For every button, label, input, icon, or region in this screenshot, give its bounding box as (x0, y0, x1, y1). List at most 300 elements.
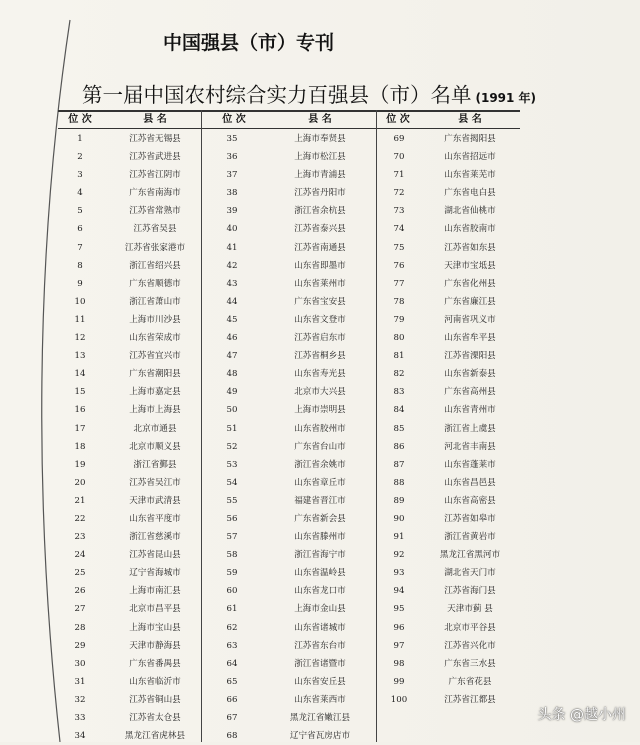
rank-number: 66 (226, 694, 238, 705)
county-name: 江苏省如东县 (444, 242, 496, 253)
county-name: 广东省电白县 (444, 188, 496, 199)
table-row (377, 673, 520, 691)
header-rank-1: 位 次 (68, 114, 92, 125)
header-name-3: 县 名 (458, 114, 482, 125)
rank-number: 14 (74, 369, 86, 380)
rank-number: 36 (226, 152, 238, 163)
rank-number: 35 (226, 134, 238, 144)
county-name: 广东省三水县 (444, 658, 496, 669)
rank-number: 5 (77, 206, 83, 217)
watermark: 头条 @越小州 (537, 707, 626, 723)
table-row (202, 383, 376, 401)
table-row (202, 709, 376, 727)
rank-number: 69 (393, 134, 405, 144)
rank-number: 100 (390, 694, 408, 705)
table-row (377, 257, 520, 275)
rank-number: 65 (226, 676, 238, 687)
county-name: 北京市大兴县 (294, 387, 346, 398)
rank-number: 1 (77, 134, 83, 144)
county-name: 山东省寿光县 (294, 369, 346, 380)
rank-number: 28 (74, 622, 86, 633)
table-row (202, 202, 376, 220)
table-row (58, 727, 201, 745)
header-rank-3: 位 次 (386, 114, 410, 125)
rank-number: 96 (393, 622, 405, 633)
county-name: 河南省巩义市 (444, 314, 496, 325)
rank-number: 32 (74, 694, 86, 705)
county-name: 江苏省启东市 (294, 333, 346, 344)
header-rank-2: 位 次 (222, 114, 246, 125)
rank-number: 4 (77, 188, 83, 199)
rank-number: 71 (393, 170, 405, 181)
table-row (58, 220, 201, 238)
rank-number: 52 (226, 441, 238, 452)
rank-number: 2 (77, 152, 83, 163)
table-row (202, 166, 376, 184)
rank-number: 22 (74, 513, 86, 524)
table-row (58, 546, 201, 564)
county-name: 上海市嘉定县 (129, 387, 181, 398)
table-row (377, 655, 520, 673)
rank-number: 18 (74, 441, 86, 452)
rank-number: 25 (74, 568, 86, 579)
table-row (202, 528, 376, 546)
rank-number: 94 (393, 586, 405, 597)
table-row (58, 420, 201, 438)
table-row (202, 691, 376, 709)
county-name: 江苏省吴江市 (129, 477, 181, 488)
list-title (82, 78, 536, 108)
table-row (58, 456, 201, 474)
rank-number: 84 (393, 405, 405, 416)
list-year: (1991 年) (475, 91, 537, 105)
rank-number: 26 (74, 586, 86, 597)
county-name: 上海市松江县 (294, 152, 346, 163)
county-name: 江苏省常熟市 (129, 206, 181, 217)
table-row (202, 564, 376, 582)
table-row (202, 293, 376, 311)
rank-column-3 (377, 130, 520, 709)
table-row (58, 492, 201, 510)
county-name: 江苏省铜山县 (129, 694, 181, 705)
table-row (202, 239, 376, 257)
county-name: 广东省新会县 (294, 513, 346, 524)
rank-number: 60 (226, 586, 238, 597)
table-row (377, 239, 520, 257)
header-name-1: 县 名 (143, 114, 167, 125)
table-row (377, 456, 520, 474)
county-name: 江苏省昆山县 (129, 550, 181, 561)
table-row (377, 438, 520, 456)
table-row (377, 528, 520, 546)
table-row (202, 474, 376, 492)
rank-number: 21 (74, 495, 86, 506)
county-name: 浙江省余杭县 (294, 206, 346, 217)
county-name: 北京市顺义县 (129, 441, 181, 452)
table-row (377, 130, 520, 148)
county-name: 江苏省江阴市 (129, 170, 181, 181)
county-name: 山东省文登市 (294, 314, 346, 325)
rank-number: 86 (393, 441, 405, 452)
table-row (377, 383, 520, 401)
county-name: 山东省诸城市 (294, 622, 346, 633)
county-name: 上海市奉贤县 (294, 134, 346, 144)
table-row (377, 148, 520, 166)
county-name: 山东省章丘市 (294, 477, 346, 488)
rank-number: 51 (226, 423, 238, 434)
table-row (202, 275, 376, 293)
rank-number: 27 (74, 604, 86, 615)
county-name: 广东省廉江县 (444, 296, 496, 307)
county-name: 广东省台山市 (294, 441, 346, 452)
table-row (202, 329, 376, 347)
table-row (202, 637, 376, 655)
county-name: 山东省莱州市 (294, 278, 346, 289)
rank-number: 31 (74, 676, 86, 687)
rank-number: 76 (393, 260, 405, 271)
table-row (377, 184, 520, 202)
county-name: 广东省化州县 (444, 278, 496, 289)
county-name: 山东省临沂市 (129, 676, 181, 687)
rank-number: 64 (226, 658, 238, 669)
county-name: 山东省莱西市 (294, 694, 346, 705)
county-name: 江苏省吴县 (133, 224, 177, 235)
table-row (58, 347, 201, 365)
table-row (58, 582, 201, 600)
table-row (377, 510, 520, 528)
county-name: 广东省番禺县 (129, 658, 181, 669)
rank-number: 47 (226, 351, 238, 362)
table-row (58, 166, 201, 184)
rank-number: 11 (74, 314, 86, 325)
rank-number: 59 (226, 568, 238, 579)
county-name: 辽宁省海城市 (129, 568, 181, 579)
table-row (58, 619, 201, 637)
rank-number: 23 (74, 532, 86, 543)
rank-number: 53 (226, 459, 238, 470)
county-name: 江苏省丹阳市 (294, 188, 346, 199)
table-row (377, 582, 520, 600)
rank-number: 87 (393, 459, 405, 470)
rank-number: 83 (393, 387, 405, 398)
table-row (58, 311, 201, 329)
table-row (202, 130, 376, 148)
rank-number: 30 (74, 658, 86, 669)
table-row (202, 311, 376, 329)
rank-number: 61 (226, 604, 238, 615)
county-name: 黑龙江省黑河市 (439, 550, 501, 561)
rank-number: 17 (74, 423, 86, 434)
county-name: 江苏省南通县 (294, 242, 346, 253)
rank-number: 12 (74, 333, 86, 344)
table-row (58, 401, 201, 419)
table-row (202, 600, 376, 618)
county-name: 山东省莱芜市 (444, 170, 496, 181)
county-name: 浙江省绍兴县 (129, 260, 181, 271)
rank-number: 43 (226, 278, 238, 289)
rank-number: 9 (77, 278, 83, 289)
county-name: 广东省高州县 (444, 387, 496, 398)
county-name: 浙江省萧山市 (129, 296, 181, 307)
rank-number: 48 (226, 369, 238, 380)
rank-number: 99 (393, 676, 405, 687)
county-name: 江苏省溧阳县 (444, 351, 496, 362)
county-name: 浙江省鄞县 (133, 459, 177, 470)
list-title-text: 第一届中国农村综合实力百强县（市）名单 (82, 83, 472, 107)
county-name: 江苏省宜兴市 (129, 351, 181, 362)
county-name: 河北省丰南县 (444, 441, 496, 452)
rank-number: 39 (226, 206, 238, 217)
county-name: 江苏省如皋市 (444, 513, 496, 524)
table-row (377, 293, 520, 311)
rank-number: 81 (393, 351, 405, 362)
table-row (58, 184, 201, 202)
county-name: 山东省即墨市 (294, 260, 346, 271)
county-name: 天津市蓟 县 (447, 604, 493, 615)
county-name: 黑龙江省嫩江县 (289, 713, 351, 723)
county-name: 江苏省太仓县 (129, 713, 181, 723)
rank-number: 44 (226, 296, 238, 307)
rank-number: 46 (226, 333, 238, 344)
rank-number: 91 (393, 532, 405, 543)
table-row (202, 347, 376, 365)
rank-number: 7 (77, 242, 83, 253)
county-name: 北京市昌平县 (129, 604, 181, 615)
rank-number: 95 (393, 604, 405, 615)
table-row (58, 383, 201, 401)
table-row (202, 420, 376, 438)
rank-number: 62 (226, 622, 238, 633)
county-name: 浙江省慈溪市 (129, 532, 181, 543)
county-name: 山东省牟平县 (444, 333, 496, 344)
table-row (202, 510, 376, 528)
rank-number: 10 (74, 296, 86, 307)
county-name: 江苏省兴化市 (444, 640, 496, 651)
county-name: 山东省龙口市 (294, 586, 346, 597)
table-row (58, 691, 201, 709)
rank-column-2 (202, 130, 376, 745)
publication-title: 中国强县（市）专刊 (163, 32, 335, 54)
table-row (58, 148, 201, 166)
table-row (202, 582, 376, 600)
rank-number: 49 (226, 387, 238, 398)
rank-number: 8 (77, 260, 83, 271)
county-name: 山东省胶南市 (444, 224, 496, 235)
rank-number: 34 (74, 731, 86, 742)
table-row (377, 420, 520, 438)
table-row (58, 438, 201, 456)
rank-number: 37 (226, 170, 238, 181)
rank-number: 3 (77, 170, 83, 181)
rank-number: 82 (393, 369, 405, 380)
rank-number: 6 (77, 224, 83, 235)
table-row (377, 166, 520, 184)
table-row (58, 239, 201, 257)
rank-number: 77 (393, 278, 405, 289)
table-row (202, 438, 376, 456)
table-row (377, 365, 520, 383)
county-name: 江苏省海门县 (444, 586, 496, 597)
rank-number: 24 (74, 550, 86, 561)
table-row (202, 673, 376, 691)
rank-number: 50 (226, 405, 238, 416)
table-row (202, 546, 376, 564)
rank-number: 42 (226, 260, 238, 271)
rank-number: 78 (393, 296, 405, 307)
county-name: 江苏省桐乡县 (294, 351, 346, 362)
county-name: 上海市青浦县 (294, 170, 346, 181)
county-name: 江苏省江都县 (444, 694, 496, 705)
rank-number: 97 (393, 640, 405, 651)
rank-number: 74 (393, 224, 405, 235)
county-name: 辽宁省瓦房店市 (289, 731, 351, 742)
rank-number: 19 (74, 459, 86, 470)
table-row (58, 637, 201, 655)
table-row (58, 655, 201, 673)
county-name: 山东省高密县 (444, 495, 496, 506)
table-row (377, 564, 520, 582)
rank-number: 70 (393, 152, 405, 163)
rank-number: 93 (393, 568, 405, 579)
rank-number: 38 (226, 188, 238, 199)
table-row (377, 347, 520, 365)
rank-number: 16 (74, 405, 86, 416)
county-name: 黑龙江省虎林县 (124, 731, 186, 742)
county-name: 福建省晋江市 (294, 495, 346, 506)
table-row (377, 474, 520, 492)
rank-number: 55 (226, 495, 238, 506)
rank-number: 56 (226, 513, 238, 524)
rank-number: 33 (74, 713, 86, 723)
county-name: 山东省滕州市 (294, 532, 346, 543)
table-top-rule (58, 110, 520, 112)
table-row (202, 220, 376, 238)
rank-number: 92 (393, 550, 405, 561)
county-name: 广东省潮阳县 (129, 369, 181, 380)
county-name: 北京市通县 (133, 423, 177, 434)
header-name-2: 县 名 (308, 114, 332, 125)
county-name: 北京市平谷县 (444, 622, 496, 633)
county-name: 山东省平度市 (129, 513, 181, 524)
table-row (58, 293, 201, 311)
table-row (58, 365, 201, 383)
rank-number: 80 (393, 333, 405, 344)
county-name: 浙江省上虞县 (444, 423, 496, 434)
table-row (58, 600, 201, 618)
rank-number: 85 (393, 423, 405, 434)
table-row (58, 275, 201, 293)
rank-number: 73 (393, 206, 405, 217)
rank-number: 68 (226, 731, 238, 742)
county-name: 天津市武清县 (129, 495, 181, 506)
county-name: 浙江省黄岩市 (444, 532, 496, 543)
county-name: 浙江省诸暨市 (294, 658, 346, 669)
table-row (58, 474, 201, 492)
county-name: 湖北省仙桃市 (444, 206, 496, 217)
county-name: 湖北省天门市 (444, 568, 496, 579)
county-name: 山东省招远市 (444, 152, 496, 163)
county-name: 上海市川沙县 (129, 314, 181, 325)
county-name: 山东省安丘县 (294, 676, 346, 687)
county-name: 山东省胶州市 (294, 423, 346, 434)
rank-number: 13 (74, 351, 86, 362)
table-row (58, 528, 201, 546)
rank-number: 89 (393, 495, 405, 506)
rank-number: 20 (74, 477, 86, 488)
rank-number: 29 (74, 640, 86, 651)
table-row (377, 220, 520, 238)
county-name: 山东省新泰县 (444, 369, 496, 380)
table-row (58, 673, 201, 691)
table-row (202, 655, 376, 673)
county-name: 江苏省东台市 (294, 640, 346, 651)
table-row (202, 492, 376, 510)
table-row (202, 184, 376, 202)
table-header-rule (58, 128, 520, 129)
county-name: 山东省荣成市 (129, 333, 181, 344)
table-row (202, 619, 376, 637)
table-row (377, 401, 520, 419)
table-row (377, 329, 520, 347)
table-row (58, 510, 201, 528)
table-row (202, 456, 376, 474)
county-name: 上海市南汇县 (129, 586, 181, 597)
county-name: 江苏省张家港市 (124, 242, 186, 253)
table-row (58, 329, 201, 347)
county-name: 山东省蓬莱市 (444, 459, 496, 470)
rank-number: 15 (74, 387, 86, 398)
rank-number: 90 (393, 513, 405, 524)
table-row (58, 257, 201, 275)
table-row (377, 546, 520, 564)
table-row (202, 148, 376, 166)
rank-number: 67 (226, 713, 238, 723)
table-row (377, 492, 520, 510)
rank-number: 45 (226, 314, 238, 325)
county-name: 上海市崇明县 (294, 405, 346, 416)
table-row (377, 311, 520, 329)
county-name: 广东省揭阳县 (444, 134, 496, 144)
table-row (202, 257, 376, 275)
county-name: 天津市静海县 (129, 640, 181, 651)
county-name: 上海市上海县 (129, 405, 181, 416)
table-row (377, 600, 520, 618)
rank-number: 75 (393, 242, 405, 253)
rank-number: 63 (226, 640, 238, 651)
county-name: 广东省宝安县 (294, 296, 346, 307)
rank-number: 79 (393, 314, 405, 325)
table-row (58, 130, 201, 148)
rank-column-1 (58, 130, 201, 745)
rank-number: 98 (393, 658, 405, 669)
table-row (202, 365, 376, 383)
county-name: 上海市金山县 (294, 604, 346, 615)
county-name: 山东省青州市 (444, 405, 496, 416)
county-name: 江苏省无锡县 (129, 134, 181, 144)
rank-number: 40 (226, 224, 238, 235)
county-name: 浙江省海宁市 (294, 550, 346, 561)
table-row (377, 202, 520, 220)
table-row (377, 275, 520, 293)
ranking-table (58, 110, 520, 742)
table-row (202, 401, 376, 419)
rank-number: 54 (226, 477, 238, 488)
table-row (58, 564, 201, 582)
county-name: 江苏省武进县 (129, 152, 181, 163)
table-row (202, 727, 376, 745)
county-name: 广东省花县 (448, 676, 492, 687)
county-name: 广东省顺德市 (129, 278, 181, 289)
